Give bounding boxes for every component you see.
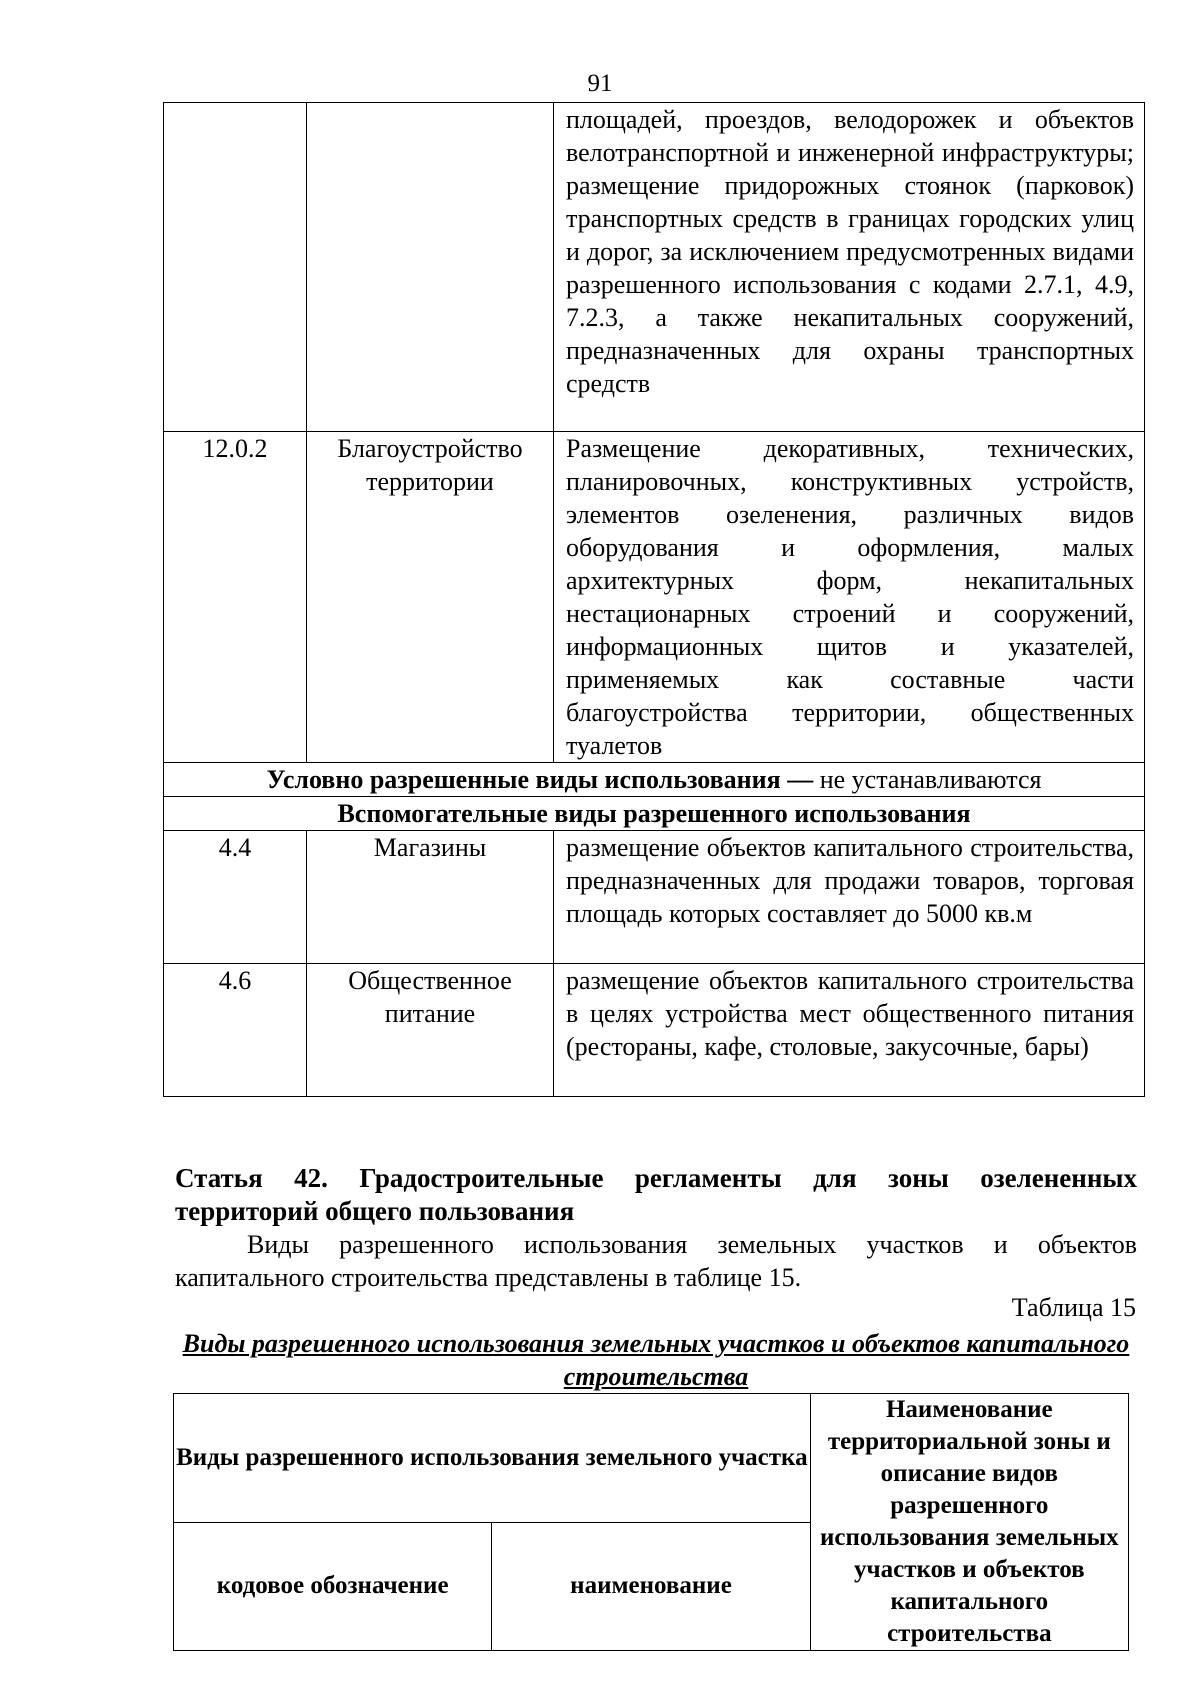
row-name: Благоустройство территории [307, 432, 554, 763]
article-paragraph: Виды разрешенного использования земельных участков и объектов капитального строительства представлены в таблице 15. [175, 1230, 1137, 1292]
section-row [164, 797, 1145, 831]
page-number: 91 [587, 70, 613, 97]
header-group-cell: Виды разрешенного использования земельного участка [174, 1394, 811, 1523]
row-description: Размещение декоративных, технических, планировочных, конструктивных устройств, элементов озеленения, различных видов оборудования и оформления, малых архитектурных форм, некапитальных нестационарных строений и сооружений, информационных щитов и указателей, применяемых как составные части благоустройства территории, общественных туалетов [554, 432, 1145, 763]
article-title: Статья 42. Градостроительные регламенты для зоны озелененных территорий общего пользования [175, 1163, 1137, 1226]
table-title: Виды разрешенного использования земельных участков и объектов капитального строительства [182, 1329, 1130, 1391]
land-use-table [163, 102, 1145, 1097]
table-row [164, 964, 1145, 1097]
row-code: 12.0.2 [164, 432, 307, 763]
header-code-cell: кодовое обозначение [174, 1522, 492, 1651]
table-15-header [173, 1393, 1129, 1651]
table-row [164, 432, 1145, 763]
row-description: площадей, проездов, велодорожек и объектов велотранспортной и инженерной инфраструктуры; размещение придорожных стоянок (парковок) транспортных средств в границах городских улиц и дорог, за исключением предусмотренных видами разрешенного использования с кодами 2.7.1, 4.9, 7.2.3, а также некапитальных сооружений, предназначенных для охраны транспортных средств [554, 103, 1145, 432]
row-name [307, 103, 554, 432]
auxiliary-section-heading: Вспомогательные виды разрешенного использования [164, 797, 1145, 831]
row-description: размещение объектов капитального строительства, предназначенных для продажи товаров, торговая площадь которых составляет до 5000 кв.м [554, 831, 1145, 964]
table-row [164, 831, 1145, 964]
row-name: Общественное питание [307, 964, 554, 1097]
row-description: размещение объектов капитального строительства в целях устройства мест общественного питания (рестораны, кафе, столовые, закусочные, бары) [554, 964, 1145, 1097]
row-code: 4.6 [164, 964, 307, 1097]
row-code: 4.4 [164, 831, 307, 964]
header-name-cell: наименование [492, 1522, 810, 1651]
table-row [164, 103, 1145, 432]
table-label: Таблица 15 [1011, 1293, 1136, 1322]
conditional-section-heading: Условно разрешенные виды использования — не устанавливаются [164, 763, 1145, 797]
row-name: Магазины [307, 831, 554, 964]
section-row [164, 763, 1145, 797]
header-description-cell: Наименование территориальной зоны и описание видов разрешенного использования земельных участков и объектов капитального строительства [810, 1394, 1128, 1651]
row-code [164, 103, 307, 432]
